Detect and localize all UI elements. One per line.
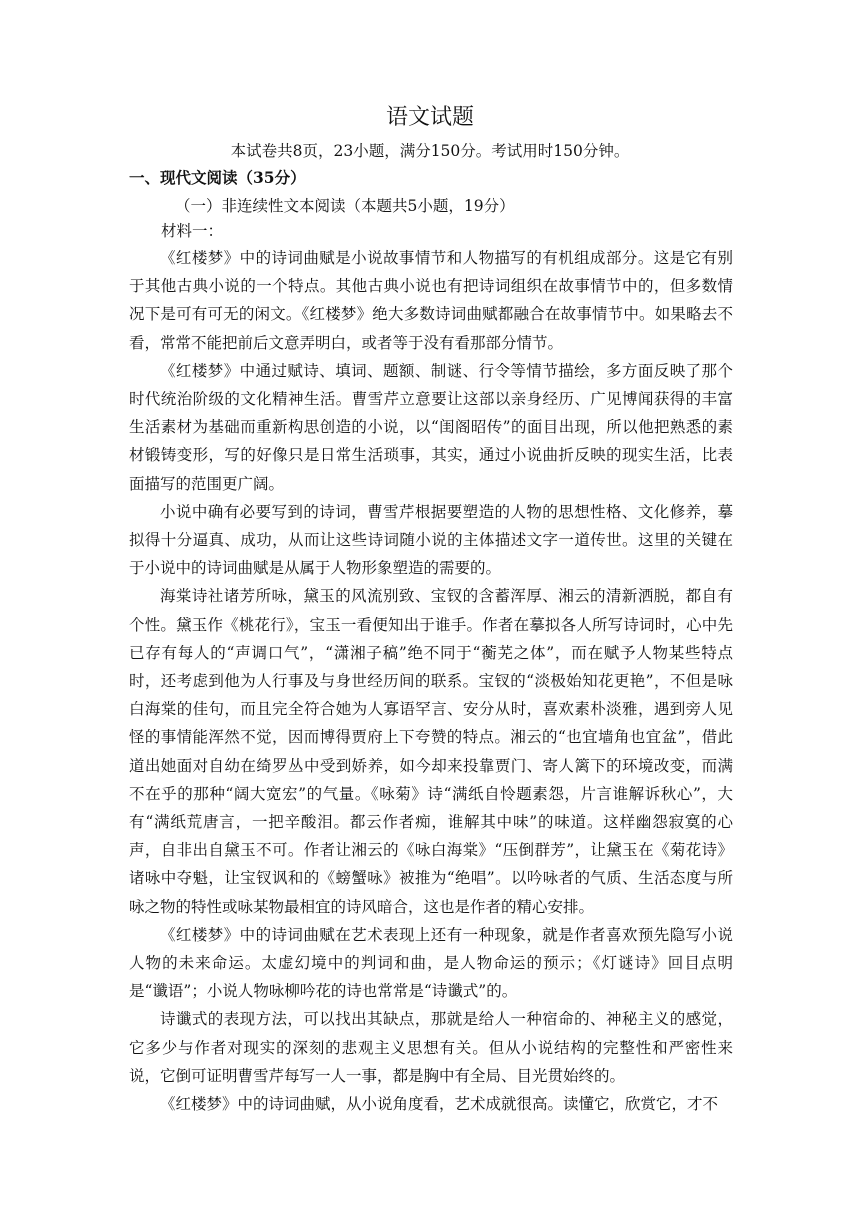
paragraph: 《红楼梦》中的诗词曲赋，从小说角度看，艺术成就很高。读懂它，欣赏它，才不	[160, 1095, 719, 1114]
paragraph: 《红楼梦》中的诗词曲赋是小说故事情节和人物描写的有机组成部分。这是它有别于其他古典小说的一个特点。其他古典小说也有把诗词组织在故事情节中的，但多数情况下是可有可无的闲文。《红楼梦》绝大多数诗词曲赋都融合在故事情节中。如果略去不看，常常不能把前后文意弄明白，或者等于没有看那部分情节。	[129, 249, 733, 352]
paragraph: 海棠诗社诸芳所咏，黛玉的风流别致、宝钗的含蓄浑厚、湘云的清新洒脱，都自有个性。黛玉作《桃花行》，宝玉一看便知出于谁手。作者在摹拟各人所写诗词时，心中先已存有每人的“声调口气”，“潇湘子稿”绝不同于“蘅芜之体”，而在赋予人物某些特点时，还考虑到他为人行事及与身世经历间的联系。宝钗的“淡极始知花更艳”，不但是咏白海棠的佳句，而且完全符合她为人寡语罕言、安分从时，喜欢素朴淡雅，遇到旁人见怪的事情能浑然不觉，因而博得贾府上下夸赞的特点。湘云的“也宜墙角也宜盆”，借此道出她面对自幼在绮罗丛中受到娇养，如今却来投靠贾门、寄人篱下的环境改变，而满不在乎的那种“阔大宽宏”的气量。《咏菊》诗“满纸自怜题素怨，片言谁解诉秋心”，大有“满纸荒唐言，一把辛酸泪。都云作者痴，谁解其中味”的味道。这样幽怨寂寞的心声，自非出自黛玉不可。作者让湘云的《咏白海棠》“压倒群芳”，让黛玉在《菊花诗》诸咏中夺魁，让宝钗讽和的《螃蟹咏》被推为“绝唱”。以吟咏者的气质、生活态度与所咏之物的特性或咏某物最相宜的诗风暗合，这也是作者的精心安排。	[129, 587, 733, 916]
paragraph: 小说中确有必要写到的诗词，曹雪芹根据要塑造的人物的思想性格、文化修养，摹拟得十分逼真、成功，从而让这些诗词随小说的主体描述文字一道传世。这里的关键在于小说中的诗词曲赋是从属于人物形象塑造的需要的。	[129, 502, 733, 578]
exam-instructions: 本试卷共8页，23小题，满分150分。考试用时150分钟。	[230, 142, 630, 160]
exam-title: 语文试题	[385, 105, 474, 130]
paragraph: 诗谶式的表现方法，可以找出其缺点，那就是给人一种宿命的、神秘主义的感觉，它多少与作者对现实的深刻的悲观主义思想有关。但从小说结构的完整性和严密性来说，它倒可证明曹雪芹每写一人一事，都是胸中有全局、目光贯始终的。	[129, 1010, 733, 1085]
paragraph: 《红楼梦》中的诗词曲赋在艺术表现上还有一种现象，就是作者喜欢预先隐写小说人物的未来命运。太虚幻境中的判词和曲，是人物命运的预示；《灯谜诗》回目点明是“谶语”；小说人物咏柳吟花的诗也常常是“诗谶式”的。	[129, 925, 733, 1001]
paragraph: 《红楼梦》中通过赋诗、填词、题额、制谜、行令等情节描绘，多方面反映了那个时代统治阶级的文化精神生活。曹雪芹立意要让这部以亲身经历、广见博闻获得的丰富生活素材为基础而重新构思创造的小说，以“闺阁昭传”的面目出现，所以他把熟悉的素材锻铸变形，写的好像只是日常生活琐事，其实，通过小说曲折反映的现实生活，比表面描写的范围更广阔。	[129, 361, 733, 493]
subsection-heading: （一）非连续性文本阅读（本题共5小题，19分）	[175, 197, 515, 215]
material-label: 材料一：	[161, 222, 224, 240]
section-heading: 一、现代文阅读（35分）	[129, 168, 306, 187]
reading-passage	[129, 244, 733, 1118]
